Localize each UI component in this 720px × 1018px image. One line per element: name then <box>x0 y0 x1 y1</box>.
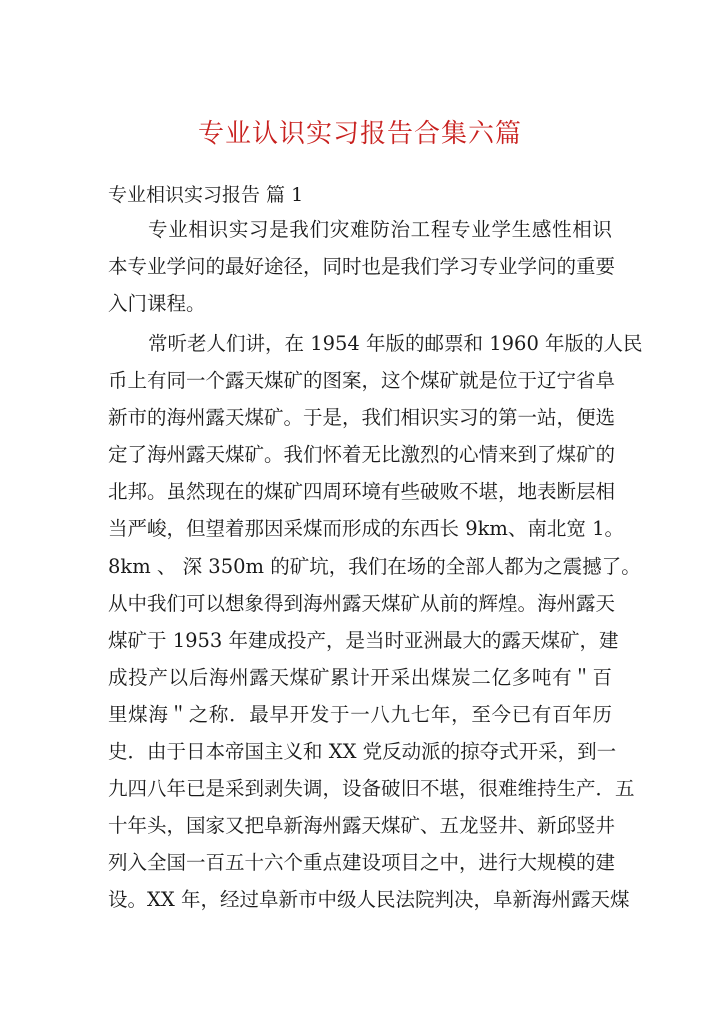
paragraph-line: 里煤海＂之称．最早开发于一八九七年，至今已有百年历 <box>108 703 612 726</box>
paragraph-line: 当严峻，但望着那因采煤而形成的东西长 9km、南北宽 1。 <box>108 517 625 540</box>
paragraph-line: 8km 、 深 350m 的矿坑，我们在场的全部人都为之震撼了。 <box>108 555 641 578</box>
paragraph-line: 列入全国一百五十六个重点建设项目之中，进行大规模的建 <box>108 851 616 874</box>
paragraph-line: 十年头，国家又把阜新海州露天煤矿、五龙竖井、新邱竖井 <box>108 814 616 837</box>
paragraph-line: 入门课程。 <box>108 292 206 315</box>
paragraph-line: 九四八年已是采到剥失调，设备破旧不堪，很难维持生产．五 <box>108 777 635 800</box>
section-heading: 专业相识实习报告 篇 1 <box>108 184 304 206</box>
paragraph-line: 本专业学问的最好途径，同时也是我们学习专业学问的重要 <box>108 255 616 278</box>
paragraph-line: 煤矿于 1953 年建成投产，是当时亚洲最大的露天煤矿，建 <box>108 629 619 652</box>
paragraph-line: 定了海州露天煤矿。我们怀着无比激烈的心情来到了煤矿的 <box>108 443 616 466</box>
paragraph-line: 设。XX 年，经过阜新市中级人民法院判决，阜新海州露天煤 <box>108 888 630 911</box>
paragraph-line: 成投产以后海州露天煤矿累计开采出煤炭二亿多吨有＂百 <box>108 666 612 689</box>
paragraph-line: 从中我们可以想象得到海州露天煤矿从前的辉煌。海州露天 <box>108 592 616 615</box>
paragraph-line: 币上有同一个露天煤矿的图案，这个煤矿就是位于辽宁省阜 <box>108 369 616 392</box>
document-title: 专业认识实习报告合集六篇 <box>197 119 522 149</box>
paragraph-line: 北邦。虽然现在的煤矿四周环境有些破败不堪，地表断层相 <box>108 480 616 503</box>
paragraph-line: 新市的海州露天煤矿。于是，我们相识实习的第一站，便选 <box>108 406 616 429</box>
paragraph-line: 史．由于日本帝国主义和 XX 党反动派的掠夺式开采，到一 <box>108 740 617 763</box>
paragraph-line: 专业相识实习是我们灾难防治工程专业学生感性相识 <box>148 218 612 241</box>
paragraph-line: 常听老人们讲，在 1954 年版的邮票和 1960 年版的人民 <box>148 332 643 355</box>
